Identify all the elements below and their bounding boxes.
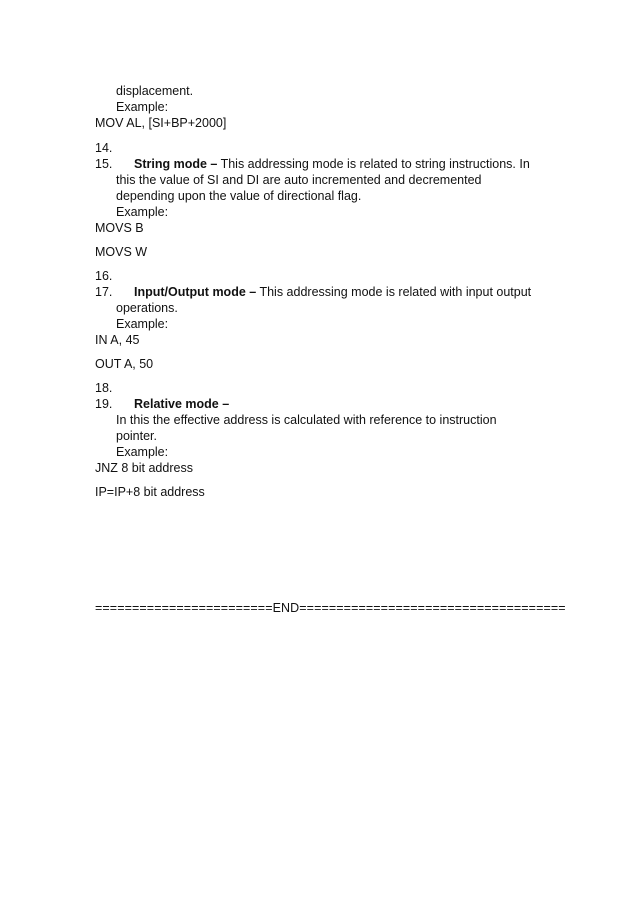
code-line: JNZ 8 bit address [95,461,193,475]
example-label: Example: [116,100,169,114]
list-item-io-mode [134,284,531,300]
text-line: pointer. [116,429,158,443]
end-separator: ========================END==================================== [95,601,566,615]
item-heading: Relative mode – [134,397,230,411]
example-label: Example: [116,445,169,459]
text-line: displacement. [116,84,194,98]
code-line: IN A, 45 [95,333,140,347]
list-number: 14. [95,141,113,155]
item-heading: String mode – [134,157,218,171]
list-number: 19. [95,397,113,411]
list-item-relative-mode [134,396,229,412]
text-line: operations. [116,301,178,315]
item-text: This addressing mode is related with input output [256,285,532,299]
code-line: OUT A, 50 [95,357,154,371]
code-line: MOV AL, [SI+BP+2000] [95,116,227,130]
code-line: MOVS W [95,245,148,259]
item-heading: Input/Output mode – [134,285,257,299]
example-label: Example: [116,317,169,331]
text-line: In this the effective address is calculated with reference to instruction [116,413,497,427]
list-number: 17. [95,285,113,299]
item-text: This addressing mode is related to string instructions. In [217,157,530,171]
list-number: 16. [95,269,113,283]
text-line: this the value of SI and DI are auto incremented and decremented [116,173,482,187]
list-number: 18. [95,381,113,395]
code-line: IP=IP+8 bit address [95,485,205,499]
text-line: depending upon the value of directional flag. [116,189,362,203]
list-item-string-mode [134,156,530,172]
list-number: 15. [95,157,113,171]
code-line: MOVS B [95,221,144,235]
example-label: Example: [116,205,169,219]
